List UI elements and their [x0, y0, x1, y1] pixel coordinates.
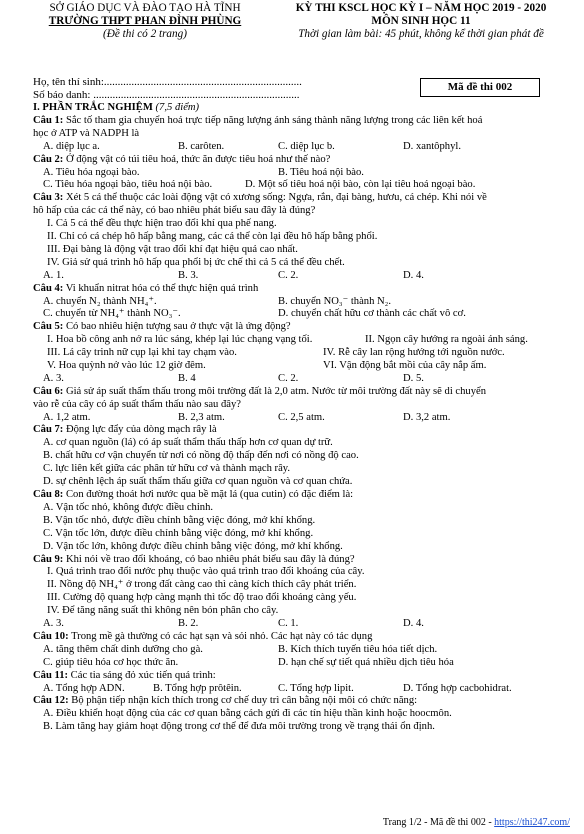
- question-3: [33, 192, 573, 205]
- exam-code-box: Mã đề thi 002: [420, 78, 540, 97]
- statements-row: [33, 347, 573, 360]
- option-a: A. cơ quan nguồn (lá) có áp suất thẩm thấu thấp hơn cơ quan dự trữ.: [43, 437, 333, 449]
- question-7: [33, 424, 573, 437]
- time-note: Thời gian làm bài: 45 phút, không kể thời gian phát đề: [298, 28, 544, 40]
- question-5: [33, 321, 573, 334]
- q-num: Câu 1:: [33, 114, 64, 126]
- option-c: C. Tiêu hóa ngoại bào, tiêu hoá nội bào.: [43, 179, 213, 191]
- option-a: A. Vận tốc nhỏ, không được điều chỉnh.: [43, 501, 214, 513]
- option-b: B. Vận tốc nhỏ, được điều chỉnh bằng việc đóng, mở khí khổng.: [43, 514, 316, 526]
- option-d: D. Tổng hợp cacbohidrat.: [403, 682, 512, 694]
- option-c: C. giúp tiêu hóa cơ học thức ăn.: [43, 656, 179, 668]
- option-b: B. Kích thích tuyến tiêu hóa tiết dịch.: [278, 643, 438, 655]
- option-a: A. 1.: [43, 269, 64, 281]
- section-title-text: I. PHẦN TRẮC NGHIỆM: [33, 102, 153, 113]
- q-text: Động lực đẩy của dòng mạch rây là: [63, 424, 217, 436]
- question-12: [33, 695, 573, 708]
- page-footer: [383, 817, 570, 828]
- option-b: B. 2.: [178, 618, 199, 630]
- section-points: (7,5 điểm): [155, 102, 200, 113]
- options-row: [33, 412, 573, 425]
- question-8: [33, 489, 573, 502]
- question-1: [33, 115, 573, 128]
- option-a: A. Tiêu hóa ngoại bào.: [43, 166, 140, 178]
- subject: MÔN SINH HỌC 11: [371, 15, 471, 27]
- options-row: [33, 167, 573, 180]
- question-10: [33, 631, 573, 644]
- statement: III. Đại bàng là động vật trao đổi khí đạt hiệu quả cao nhất.: [47, 243, 298, 255]
- q-num: Câu 2:: [33, 153, 64, 165]
- q-num: Câu 5:: [33, 321, 64, 333]
- statements-row: [33, 334, 573, 347]
- options-row: [33, 683, 573, 696]
- student-info: [33, 76, 302, 102]
- options-row: [33, 270, 573, 283]
- q-text: Bộ phận tiếp nhận kích thích trong cơ chế duy trì cân bằng nội môi có chức năng:: [68, 695, 418, 707]
- q-text: Khi nói về trao đổi khoáng, có bao nhiêu phát biểu sau đây là đúng?: [63, 553, 355, 565]
- questions: [33, 102, 573, 734]
- q-num: Câu 12:: [33, 695, 69, 707]
- option-c: C. Tổng hợp lipit.: [278, 682, 354, 694]
- footer-text: Trang 1/2 - Mã đề thi 002 -: [382, 817, 495, 828]
- statement: III. Cường độ quang hợp càng mạnh thì tốc độ trao đổi khoáng càng yếu.: [47, 592, 357, 604]
- option-d: D. hạn chế sự tiết quá nhiều dịch tiêu hóa: [278, 656, 454, 668]
- header-right: [258, 2, 584, 41]
- q-text: Xét 5 cá thể thuộc các loài động vật có xương sống: Ngựa, rắn, đại bàng, hươu, cá chép. Khi nói về: [63, 192, 487, 204]
- statement: VI. Vận động bắt mồi của cây nắp ấm.: [323, 360, 487, 371]
- q-text-cont: hô hấp của các cá thể này, có bao nhiêu phát biểu sau đây là đúng?: [33, 205, 316, 217]
- option-a: A. tăng thêm chất dinh dưỡng cho gà.: [43, 643, 203, 655]
- statement: II. Chỉ có cá chép hô hấp bằng mang, các cá thể còn lại đều hô hấp bằng phổi.: [47, 231, 378, 243]
- options-row: [33, 373, 573, 386]
- q-text-cont: học ở ATP và NADPH là: [33, 127, 140, 139]
- q-text: Ở động vật có túi tiêu hoá, thức ăn được tiêu hoá như thế nào?: [63, 153, 331, 165]
- options-row: [33, 308, 573, 321]
- question-11: [33, 670, 573, 683]
- question-9: [33, 554, 573, 567]
- q-num: Câu 6:: [33, 385, 64, 397]
- school-name: TRƯỜNG THPT PHAN ĐÌNH PHÙNG: [48, 15, 242, 27]
- section-title: [33, 102, 573, 115]
- q-num: Câu 7:: [33, 424, 64, 436]
- q-num: Câu 9:: [33, 553, 64, 565]
- option-c: C. Vận tốc lớn, được điều chỉnh bằng việc đóng, mở khí khổng.: [43, 527, 314, 539]
- option-a: A. 3.: [43, 618, 64, 630]
- statement: V. Hoa quỳnh nở vào lúc 12 giờ đêm.: [47, 360, 206, 371]
- options-row: [33, 644, 573, 657]
- option-c: C. 1.: [278, 618, 299, 630]
- option-d: D. Một số tiêu hoá nội bào, còn lại tiêu hoá ngoại bào.: [245, 179, 476, 191]
- option-b: B. Tiêu hoá nội bào.: [278, 166, 364, 178]
- option-a: A. chuyển N₂ thành NH₄⁺.: [43, 295, 157, 307]
- option-b: B. chuyển NO₃⁻ thành N₂.: [278, 295, 392, 307]
- options-row: [33, 141, 573, 154]
- option-d: D. 4.: [403, 618, 424, 630]
- option-d: D. chuyển chất hữu cơ thành các chất vô cơ.: [278, 308, 466, 320]
- statements-row: [33, 360, 573, 373]
- statement: II. Nồng độ NH₄⁺ ở trong đất càng cao thì càng kích thích cây phát triển.: [47, 579, 357, 591]
- question-6: [33, 386, 573, 399]
- option-a: A. 3.: [43, 372, 64, 384]
- option-c: C. 2.: [278, 269, 299, 281]
- options-row: [33, 657, 573, 670]
- header-left: [30, 2, 260, 41]
- option-d: D. 5.: [403, 372, 424, 384]
- option-a: A. Tổng hợp ADN.: [43, 682, 125, 694]
- q-num: Câu 11:: [33, 669, 69, 681]
- statement: IV. Rễ cây lan rộng hướng tới nguồn nước.: [323, 347, 505, 359]
- pages-note: (Đề thi có 2 trang): [103, 28, 187, 40]
- option-b: B. Tổng hợp prôtêin.: [153, 682, 242, 694]
- statement: III. Lá cây trinh nữ cụp lại khi tay chạm vào.: [47, 347, 237, 359]
- option-b: B. Làm tăng hay giảm hoạt động trong cơ thể để đưa môi trường trong về trạng thái ổn định.: [43, 721, 435, 733]
- option-b: B. chất hữu cơ vận chuyển từ nơi có nồng độ thấp đến nơi có nồng độ cao.: [43, 450, 359, 462]
- q-text-cont: vào rễ của cây có áp suất thẩm thấu nào sau đây?: [33, 398, 241, 410]
- q-num: Câu 10:: [33, 630, 69, 642]
- option-d: D. 3,2 atm.: [403, 411, 451, 423]
- option-d: D. Vận tốc lớn, không được điều chỉnh bằng việc đóng, mở khí khổng.: [43, 540, 343, 552]
- option-d: D. xantôphyl.: [403, 140, 461, 152]
- option-a: A. diệp lục a.: [43, 140, 100, 152]
- q-text: Trong mề gà thường có các hạt sạn và sỏi nhỏ. Các hạt này có tác dụng: [68, 630, 373, 642]
- statement: I. Quá trình trao đổi nước phụ thuộc vào quá trình trao đổi khoáng của cây.: [47, 566, 365, 578]
- option-c: C. 2.: [278, 372, 299, 384]
- options-row: [33, 618, 573, 631]
- q-text: Vi khuẩn nitrat hóa có thể thực hiện quá trình: [63, 282, 259, 294]
- exam-title: KỲ THI KSCL HỌC KỲ I – NĂM HỌC 2019 - 2020: [295, 2, 547, 14]
- statement: I. Hoa bồ công anh nở ra lúc sáng, khép lại lúc chạng vạng tối.: [47, 334, 313, 346]
- department: SỞ GIÁO DỤC VÀ ĐÀO TẠO HÀ TĨNH: [49, 2, 241, 14]
- q-num: Câu 8:: [33, 489, 64, 501]
- option-b: B. 3.: [178, 269, 199, 281]
- q-text: Con đường thoát hơi nước qua bề mặt lá (qua cutin) có đặc điểm là:: [63, 489, 354, 501]
- options-row: [33, 296, 573, 309]
- student-id-field: Số báo danh: ...........................................................................: [33, 89, 300, 101]
- option-c: C. diệp lục b.: [278, 140, 335, 152]
- q-text: Giả sử áp suất thẩm thấu trong môi trường đất là 2,0 atm. Nước từ môi trường đất này sẽ di chuyển: [63, 385, 487, 397]
- statement: IV. Để tăng năng suất thì không nên bón phân cho cây.: [47, 605, 279, 617]
- option-c: C. lực liên kết giữa các phân tử hữu cơ và thành mạch rây.: [43, 463, 291, 475]
- option-b: B. 2,3 atm.: [178, 411, 225, 423]
- option-b: B. 4: [178, 372, 196, 384]
- q-num: Câu 4:: [33, 282, 64, 294]
- option-c: C. chuyển từ NH₄⁺ thành NO₃⁻.: [43, 308, 181, 320]
- option-c: C. 2,5 atm.: [278, 411, 325, 423]
- question-4: [33, 283, 573, 296]
- q-text: Có bao nhiêu hiện tượng sau ở thực vật là ứng động?: [63, 321, 291, 333]
- student-name-field: Họ, tên thí sinh:........................................................................: [33, 76, 302, 88]
- statement: I. Cả 5 cá thể đều thực hiện trao đổi khí qua phế nang.: [47, 218, 277, 230]
- option-b: B. carôten.: [178, 140, 225, 152]
- statement: IV. Giả sử quá trình hô hấp qua phổi bị ức chế thì cả 5 cá thể đều chết.: [47, 256, 345, 268]
- q-text: Sắc tố tham gia chuyển hoá trực tiếp năng lượng ánh sáng thành năng lượng trong các liên kết hoá: [63, 114, 483, 126]
- option-d: D. 4.: [403, 269, 424, 281]
- q-text: Các tia sáng đỏ xúc tiến quá trình:: [68, 669, 216, 681]
- options-row: [33, 179, 573, 192]
- q-num: Câu 3:: [33, 192, 64, 204]
- option-a: A. 1,2 atm.: [43, 411, 91, 423]
- footer-link[interactable]: https://thi247.com/: [494, 817, 570, 828]
- option-a: A. Điều khiển hoạt động của các cơ quan bằng cách gửi đi các tín hiệu thần kinh hoặc hoocmôn.: [43, 708, 452, 720]
- option-d: D. sự chênh lệch áp suất thẩm thấu giữa cơ quan nguồn và cơ quan chứa.: [43, 476, 353, 488]
- statement: II. Ngọn cây hướng ra ngoài ánh sáng.: [365, 334, 528, 346]
- question-2: [33, 154, 573, 167]
